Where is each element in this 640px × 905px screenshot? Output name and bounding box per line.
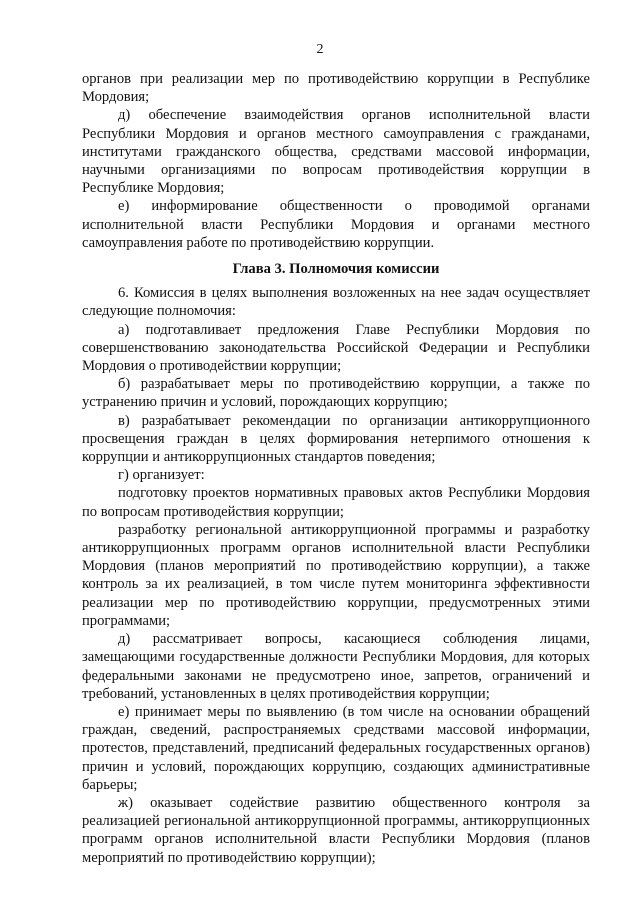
page-number: 2 <box>316 42 324 57</box>
chapter-heading: Глава 3. Полномочия комиссии <box>232 261 440 278</box>
paragraph: б) разрабатывает меры по противодействию коррупции, а также по устранению причин и условий, порождающих коррупцию; <box>82 376 590 411</box>
document-body <box>82 70 590 867</box>
paragraph: г) организует: <box>118 467 205 484</box>
paragraph: подготовку проектов нормативных правовых актов Республики Мордовия по вопросам противодействия коррупции; <box>82 485 590 520</box>
paragraph: е) информирование общественности о проводимой органами исполнительной власти Республики Мордовия и органами местного самоуправления работе по противодействию коррупции. <box>82 198 590 251</box>
paragraph: органов при реализации мер по противодействию коррупции в Республике Мордовия; <box>82 71 590 106</box>
paragraph: 6. Комиссия в целях выполнения возложенных на нее задач осуществляет следующие полномочия: <box>82 285 590 320</box>
paragraph: д) рассматривает вопросы, касающиеся соблюдения лицами, замещающими государственные должности Республики Мордовия, для которых федеральными законами не предусмотрено иное, запретов, ограничений и требований, установленных в целях противодействия коррупции; <box>82 631 590 702</box>
paragraph: е) принимает меры по выявлению (в том числе на основании обращений граждан, сведений, распространяемых средствами массовой информации, протестов, представлений, предписаний федеральных государственных органов) причин и условий, порождающих коррупцию, создающих административные барьеры; <box>82 703 590 793</box>
paragraph: ж) оказывает содействие развитию общественного контроля за реализацией региональной антикоррупционной программы, антикоррупционных программ органов исполнительной власти Республики Мордовия (планов мероприятий по противодействию коррупции); <box>82 794 590 866</box>
paragraph: д) обеспечение взаимодействия органов исполнительной власти Республики Мордовия и органов местного самоуправления с гражданами, институтами гражданского общества, средствами массовой информации, научными организациями по вопросам противодействия коррупции в Республике Мордовия; <box>82 107 590 197</box>
paragraph: разработку региональной антикоррупционной программы и разработку антикоррупционных программ органов исполнительной власти Республики Мордовия (планов мероприятий по противодействию коррупции), а также контроль за их реализацией, в том числе путем мониторинга эффективности реализации мер по противодействию коррупции, предусмотренных этими программами; <box>82 521 590 629</box>
paragraph: а) подготавливает предложения Главе Республики Мордовия по совершенствованию законодательства Российской Федерации и Республики Мордовия о противодействии коррупции; <box>82 321 590 375</box>
paragraph: в) разрабатывает рекомендации по организации антикоррупционного просвещения граждан в целях формирования нетерпимого отношения к коррупции и антикоррупционных стандартов поведения; <box>82 412 590 466</box>
